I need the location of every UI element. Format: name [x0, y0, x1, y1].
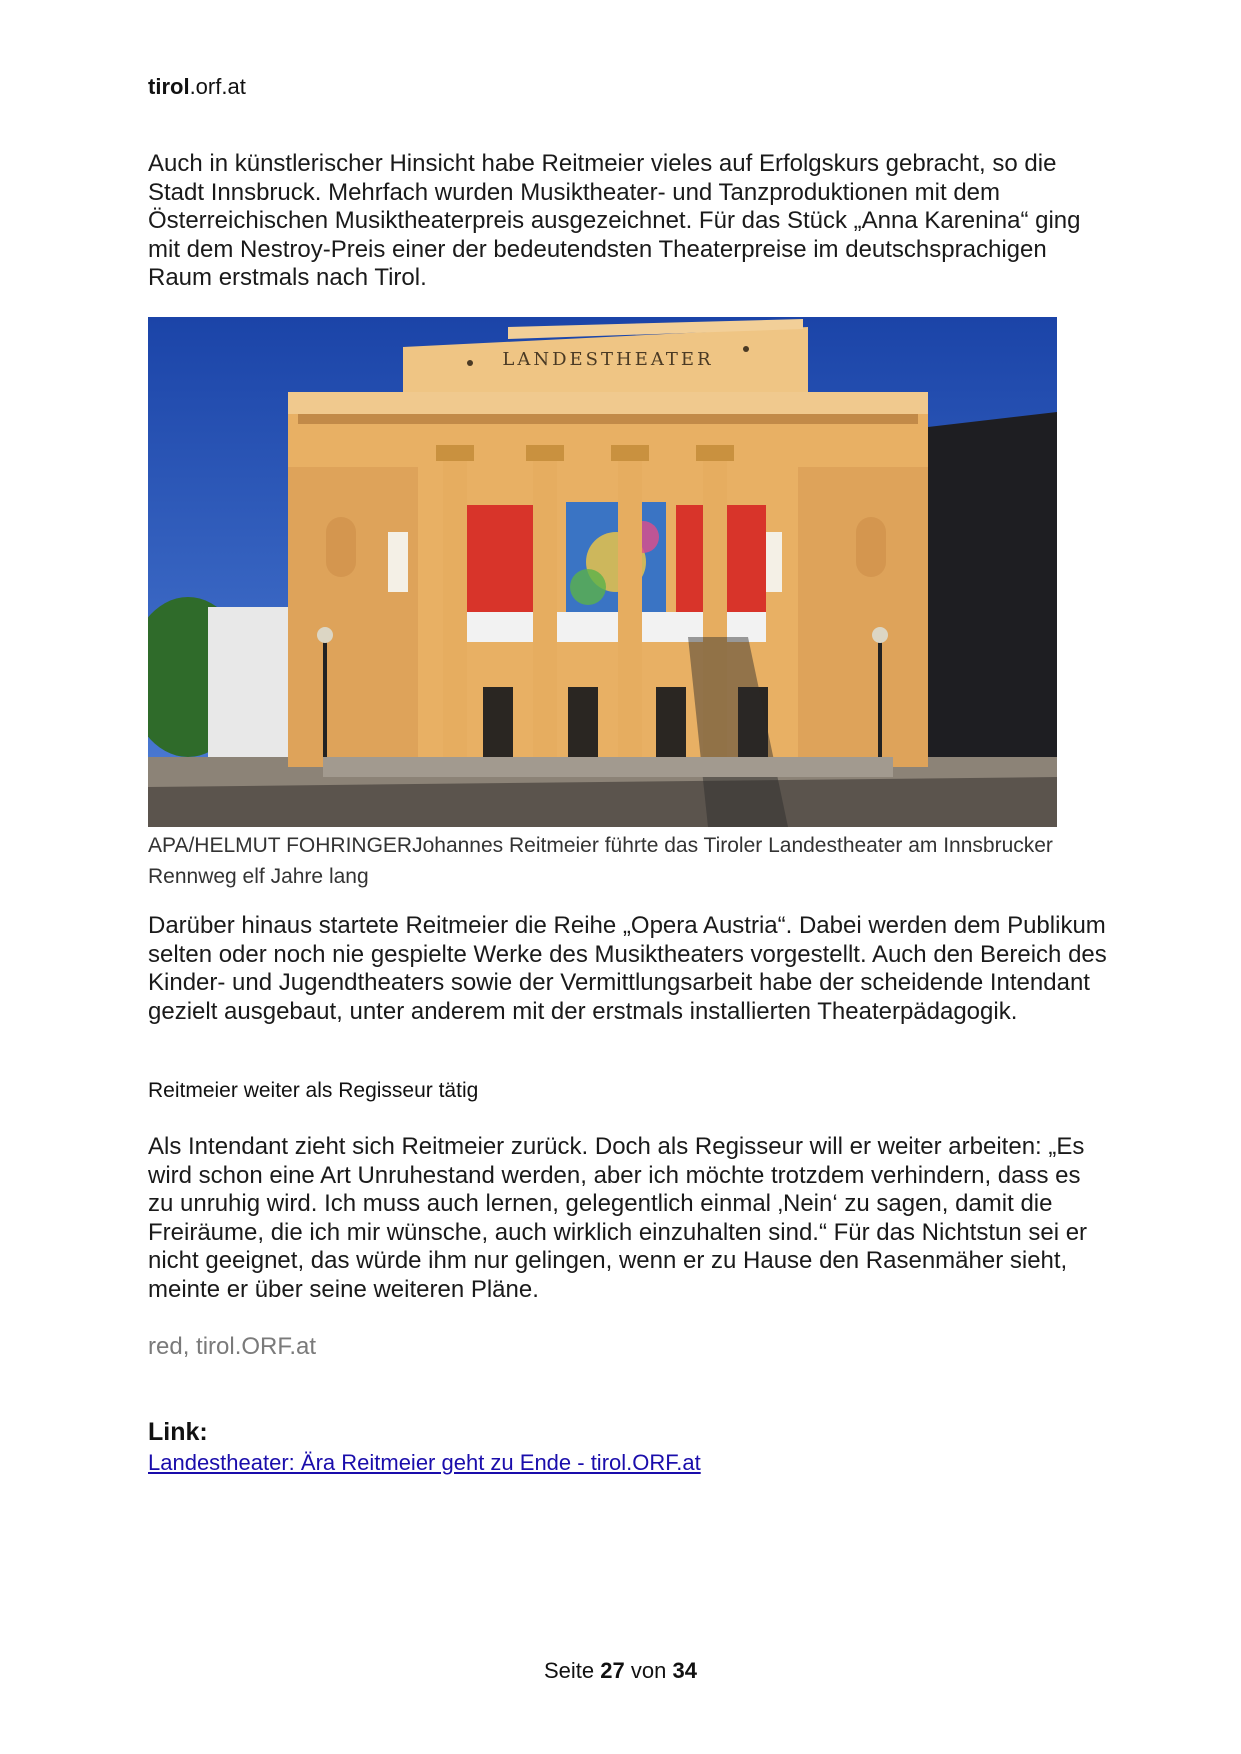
neighbor-building-left: [208, 607, 288, 757]
current-page-number: 27: [600, 1658, 625, 1683]
footer-prefix: Seite: [544, 1658, 595, 1683]
column-2: [533, 457, 557, 767]
article-photo: [148, 317, 1057, 827]
link-heading: Link:: [148, 1418, 208, 1446]
site-name-domain: .orf.at: [189, 74, 246, 99]
footer-middle: von: [630, 1658, 667, 1683]
article-paragraph-3: Als Intendant zieht sich Reitmeier zurück. Doch als Regisseur will er weiter arbeiten: „Es wird schon eine Art Unruhestand werden, aber ich möchte trotzdem verhindern, dass es zu unruhig wird. Ich muss auch lernen, gelegentlich einmal ‚Nein‘ zu sagen, damit die Freiräume, die ich mir wünsche, auch wirklich einzuhalten sind.“ Für das Nichtstun sei er nicht geeignet, das würde ihm nur gelingen, wenn er zu Hause den Rasenmäher sieht, meinte er über seine weiteren Pläne.: [148, 1133, 1088, 1303]
page-footer: [0, 1658, 1241, 1684]
building-inscription: LANDESTHEATER: [502, 349, 714, 370]
column-1: [443, 457, 467, 767]
column-3: [618, 457, 642, 767]
total-page-number: 34: [672, 1658, 697, 1683]
section-subheading: Reitmeier weiter als Regisseur tätig: [148, 1079, 479, 1102]
photo-caption: APA/HELMUT FOHRINGERJohannes Reitmeier führte das Tiroler Landestheater am Innsbrucker Rennweg elf Jahre lang: [148, 834, 1053, 888]
article-paragraph-1: Auch in künstlerischer Hinsicht habe Reitmeier vieles auf Erfolgskurs gebracht, so die Stadt Innsbruck. Mehrfach wurden Musiktheater- und Tanzproduktionen mit dem Österreichischen Musiktheaterpreis ausgezeichnet. Für das Stück „Anna Karenina“ ging mit dem Nestroy-Preis einer der bedeutendsten Theaterpreise im deutschsprachigen Raum erstmals nach Tirol.: [148, 150, 1081, 291]
article-paragraph-2: Darüber hinaus startete Reitmeier die Reihe „Opera Austria“. Dabei werden dem Publikum selten oder noch nie gespielte Werke des Musiktheaters vorgestellt. Auch den Bereich des Kinder- und Jugendtheaters sowie der Vermittlungsarbeit habe der scheidende Intendant gezielt ausgebaut, unter anderem mit der erstmals installierten Theaterpädagogik.: [148, 912, 1107, 1025]
neighbor-building-right: [928, 412, 1057, 797]
site-header: [148, 74, 246, 100]
site-name-bold: tirol: [148, 74, 190, 99]
article-link[interactable]: Landestheater: Ära Reitmeier geht zu Ende - tirol.ORF.at: [148, 1450, 701, 1475]
article-source: red, tirol.ORF.at: [148, 1333, 317, 1360]
